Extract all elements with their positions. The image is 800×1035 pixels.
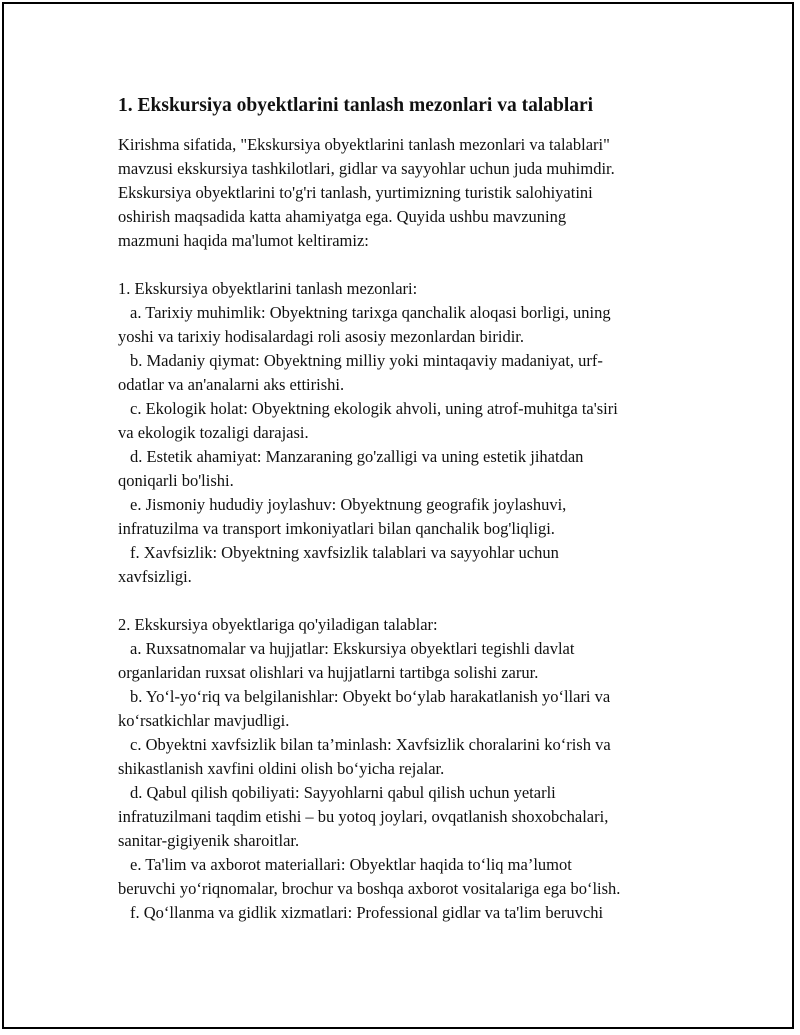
- list-item-line: infratuzilma va transport imkoniyatlari bilan qanchalik bog'liqligi.: [118, 519, 555, 538]
- intro-line: mazmuni haqida ma'lumot keltiramiz:: [118, 231, 369, 250]
- section-heading: 1. Ekskursiya obyektlarini tanlash mezonlari:: [118, 279, 418, 298]
- list-item-line: a. Tarixiy muhimlik: Obyektning tarixga qanchalik aloqasi borligi, uning: [130, 303, 611, 322]
- intro-line: Kirishma sifatida, "Ekskursiya obyektlarini tanlash mezonlari va talablari": [118, 135, 610, 154]
- list-item-line: e. Jismoniy hududiy joylashuv: Obyektnung geografik joylashuvi,: [130, 495, 567, 514]
- list-item-line: f. Qo‘llanma va gidlik xizmatlari: Professional gidlar va ta'lim beruvchi: [130, 903, 604, 922]
- list-item-line: a. Ruxsatnomalar va hujjatlar: Ekskursiya obyektlari tegishli davlat: [130, 639, 575, 658]
- list-item-line: shikastlanish xavfini oldini olish bo‘yicha rejalar.: [118, 759, 445, 778]
- list-item-line: f. Xavfsizlik: Obyektning xavfsizlik talablari va sayyohlar uchun: [130, 543, 559, 562]
- list-item-line: b. Yo‘l-yo‘riq va belgilanishlar: Obyekt bo‘ylab harakatlanish yo‘llari va: [130, 687, 611, 706]
- section-heading: 2. Ekskursiya obyektlariga qo'yiladigan talablar:: [118, 615, 438, 634]
- list-item-line: organlaridan ruxsat olishlari va hujjatlarni tartibga solishi zarur.: [118, 663, 539, 682]
- list-item-line: ko‘rsatkichlar mavjudligi.: [118, 711, 290, 730]
- requirements-section: [118, 613, 688, 925]
- list-item-line: d. Estetik ahamiyat: Manzaraning go'zalligi va uning estetik jihatdan: [130, 447, 584, 466]
- document-title: 1. Ekskursiya obyektlarini tanlash mezonlari va talablari: [118, 95, 594, 116]
- list-item-line: b. Madaniy qiymat: Obyektning milliy yoki mintaqaviy madaniyat, urf-: [130, 351, 603, 370]
- list-item-line: odatlar va an'analarni aks ettirishi.: [118, 375, 345, 394]
- list-item-line: xavfsizligi.: [118, 567, 192, 586]
- list-item-line: c. Ekologik holat: Obyektning ekologik ahvoli, uning atrof-muhitga ta'siri: [130, 399, 618, 418]
- list-item-line: qoniqarli bo'lishi.: [118, 471, 234, 490]
- list-item-line: yoshi va tarixiy hodisalardagi roli asosiy mezonlardan biridir.: [118, 327, 524, 346]
- criteria-section: [118, 277, 688, 589]
- list-item-line: infratuzilmani taqdim etishi – bu yotoq joylari, ovqatlanish shoxobchalari,: [118, 807, 609, 826]
- list-item-line: beruvchi yo‘riqnomalar, brochur va boshqa axborot vositalariga ega bo‘lish.: [118, 879, 621, 898]
- list-item-line: d. Qabul qilish qobiliyati: Sayyohlarni qabul qilish uchun yetarli: [130, 783, 556, 802]
- list-item-line: c. Obyektni xavfsizlik bilan ta’minlash: Xavfsizlik choralarini ko‘rish va: [130, 735, 611, 754]
- intro-line: Ekskursiya obyektlarini to'g'ri tanlash, yurtimizning turistik salohiyatini: [118, 183, 593, 202]
- list-item-line: sanitar-gigiyenik sharoitlar.: [118, 831, 300, 850]
- list-item-line: va ekologik tozaligi darajasi.: [118, 423, 309, 442]
- document-body: [118, 93, 688, 949]
- intro-line: mavzusi ekskursiya tashkilotlari, gidlar va sayyohlar uchun juda muhimdir.: [118, 159, 615, 178]
- intro-paragraph: [118, 133, 688, 253]
- intro-line: oshirish maqsadida katta ahamiyatga ega. Quyida ushbu mavzuning: [118, 207, 567, 226]
- list-item-line: e. Ta'lim va axborot materiallari: Obyektlar haqida to‘liq ma’lumot: [130, 855, 572, 874]
